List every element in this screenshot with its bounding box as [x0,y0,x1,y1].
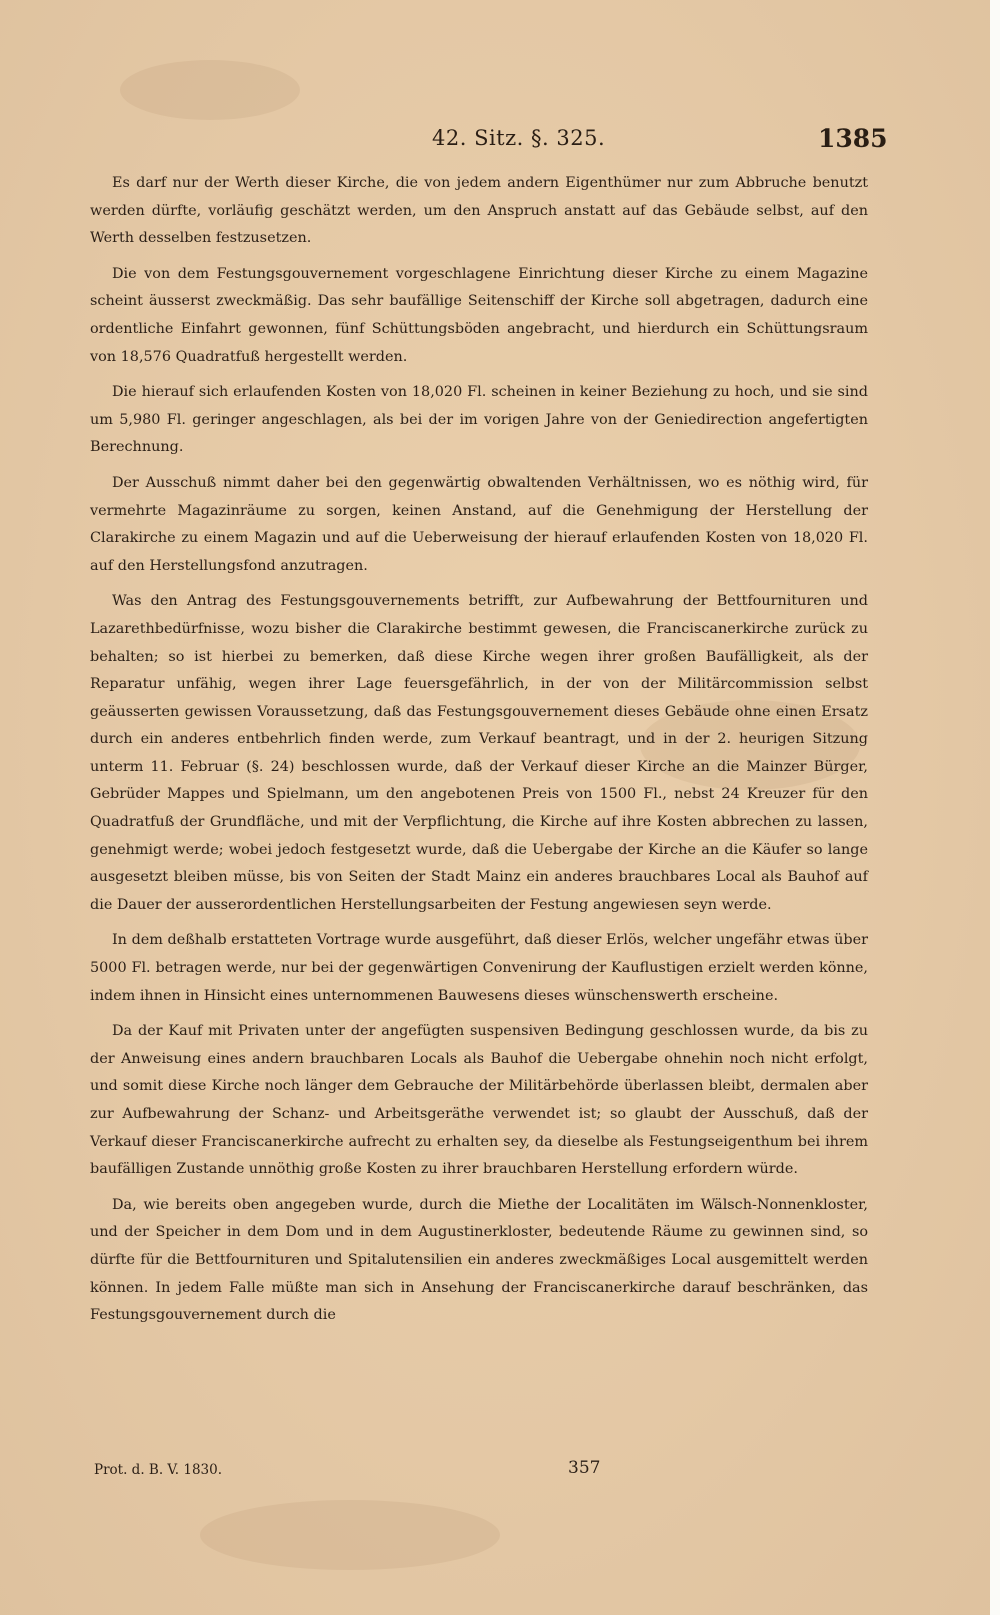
paragraph: Der Ausschuß nimmt daher bei den gegenwärtig obwaltenden Verhältnissen, wo es nöthig wird, für vermehrte Magazinräume zu sorgen, keinen Anstand, auf die Genehmigung der Herstellung der Clarakirche zu einem Magazin und auf die Ueberweisung der hierauf erlaufenden Kosten von 18,020 Fl. auf den Herstellungsfond anzutragen. [90,474,868,574]
paragraph: Die von dem Festungsgouvernement vorgeschlagene Einrichtung dieser Kirche zu einem Magazine scheint äusserst zweckmäßig. Das sehr baufällige Seitenschiff der Kirche soll abgetragen, dadurch eine ordentliche Einfahrt gewonnen, fünf Schüttungsböden angebracht, und hierdurch ein Schüttungsraum von 18,576 Quadratfuß hergestellt werden. [90,265,868,365]
page-header [0,122,1000,162]
paragraph: Da, wie bereits oben angegeben wurde, durch die Miethe der Localitäten im Wälsch-Nonnenkloster, und der Speicher in dem Dom und in dem Augustinerkloster, bedeutende Räume zu gewinnen sind, so dürfte für die Bettfournituren und Spitalutensilien ein anderes zweckmäßiges Local ausgemittelt werden können. In jedem Falle müßte man sich in Ansehung der Franciscanerkirche darauf beschränken, das Festungsgouvernement durch die [90,1196,868,1324]
footer-signature-mark: 357 [568,1458,601,1478]
footer-source: Prot. d. B. V. 1830. [94,1462,223,1478]
paper-stain [200,1500,500,1570]
page-number: 1385 [818,124,888,153]
page-footer [0,1456,1000,1486]
paragraph: Da der Kauf mit Privaten unter der angefügten suspensiven Bedingung geschlossen wurde, da bis zu der Anweisung eines andern brauchbaren Locals als Bauhof die Uebergabe ohnehin noch nicht erfolgt, und somit diese Kirche noch länger dem Gebrauche der Militärbehörde überlassen bleibt, dermalen aber zur Aufbewahrung der Schanz- und Arbeitsgeräthe verwendet ist; so glaubt der Ausschuß, daß der Verkauf dieser Franciscanerkirche aufrecht zu erhalten sey, da dieselbe als Festungseigenthum bei ihrem baufälligen Zustande unnöthig große Kosten zu ihrer brauchbaren Herstellung erfordern würde. [90,1023,868,1178]
paragraph: Es darf nur der Werth dieser Kirche, die von jedem andern Eigenthümer nur zum Abbruche benutzt werden dürfte, vorläufig geschätzt werden, um den Anspruch anstatt auf das Gebäude selbst, auf den Werth desselben festzusetzen. [90,175,868,247]
paragraph: In dem deßhalb erstatteten Vortrage wurde ausgeführt, daß dieser Erlös, welcher ungefähr etwas über 5000 Fl. betragen werde, nur bei der gegenwärtigen Convenirung der Kauflustigen erzielt werden könne, indem ihnen in Hinsicht eines unternommenen Bauwesens dieses wünschenswerth erscheine. [90,932,868,1004]
paragraph: Was den Antrag des Festungsgouvernements betrifft, zur Aufbewahrung der Bettfournituren und Lazarethbedürfnisse, wozu bisher die Clarakirche bestimmt gewesen, die Franciscanerkirche zurück zu behalten; so ist hierbei zu bemerken, daß diese Kirche wegen ihrer großen Baufälligkeit, als der Reparatur unfähig, wegen ihrer Lage feuersgefährlich, in der von der Militärcommission selbst geäusserten gewissen Voraussetzung, daß das Festungsgouvernement dieses Gebäude ohne einen Ersatz durch ein anderes entbehrlich finden werde, zum Verkauf beantragt, und in der 2. heurigen Sitzung unterm 11. Februar (§. 24) beschlossen wurde, daß der Verkauf dieser Kirche an die Mainzer Bürger, Gebrüder Mappes und Spielmann, um den angebotenen Preis von 1500 Fl., nebst 24 Kreuzer für den Quadratfuß der Grundfläche, und mit der Verpflichtung, die Kirche auf ihre Kosten abbrechen zu lassen, genehmigt werde; wobei jedoch festgesetzt wurde, daß die Uebergabe der Kirche an die Käufer so lange ausgesetzt bleiben müsse, bis von Seiten der Stadt Mainz ein anderes brauchbares Local als Bauhof auf die Dauer der ausserordentlichen Herstellungsarbeiten der Festung angewiesen seyn werde. [90,593,868,913]
scan-margin [990,0,1000,1615]
paper-stain [120,60,300,120]
paragraph: Die hierauf sich erlaufenden Kosten von 18,020 Fl. scheinen in keiner Beziehung zu hoch, und sie sind um 5,980 Fl. geringer angeschlagen, als bei der im vorigen Jahre von der Geniedirection angefertigten Berechnung. [90,384,868,456]
body-text [90,170,868,1338]
session-reference: 42. Sitz. §. 325. [432,126,606,150]
